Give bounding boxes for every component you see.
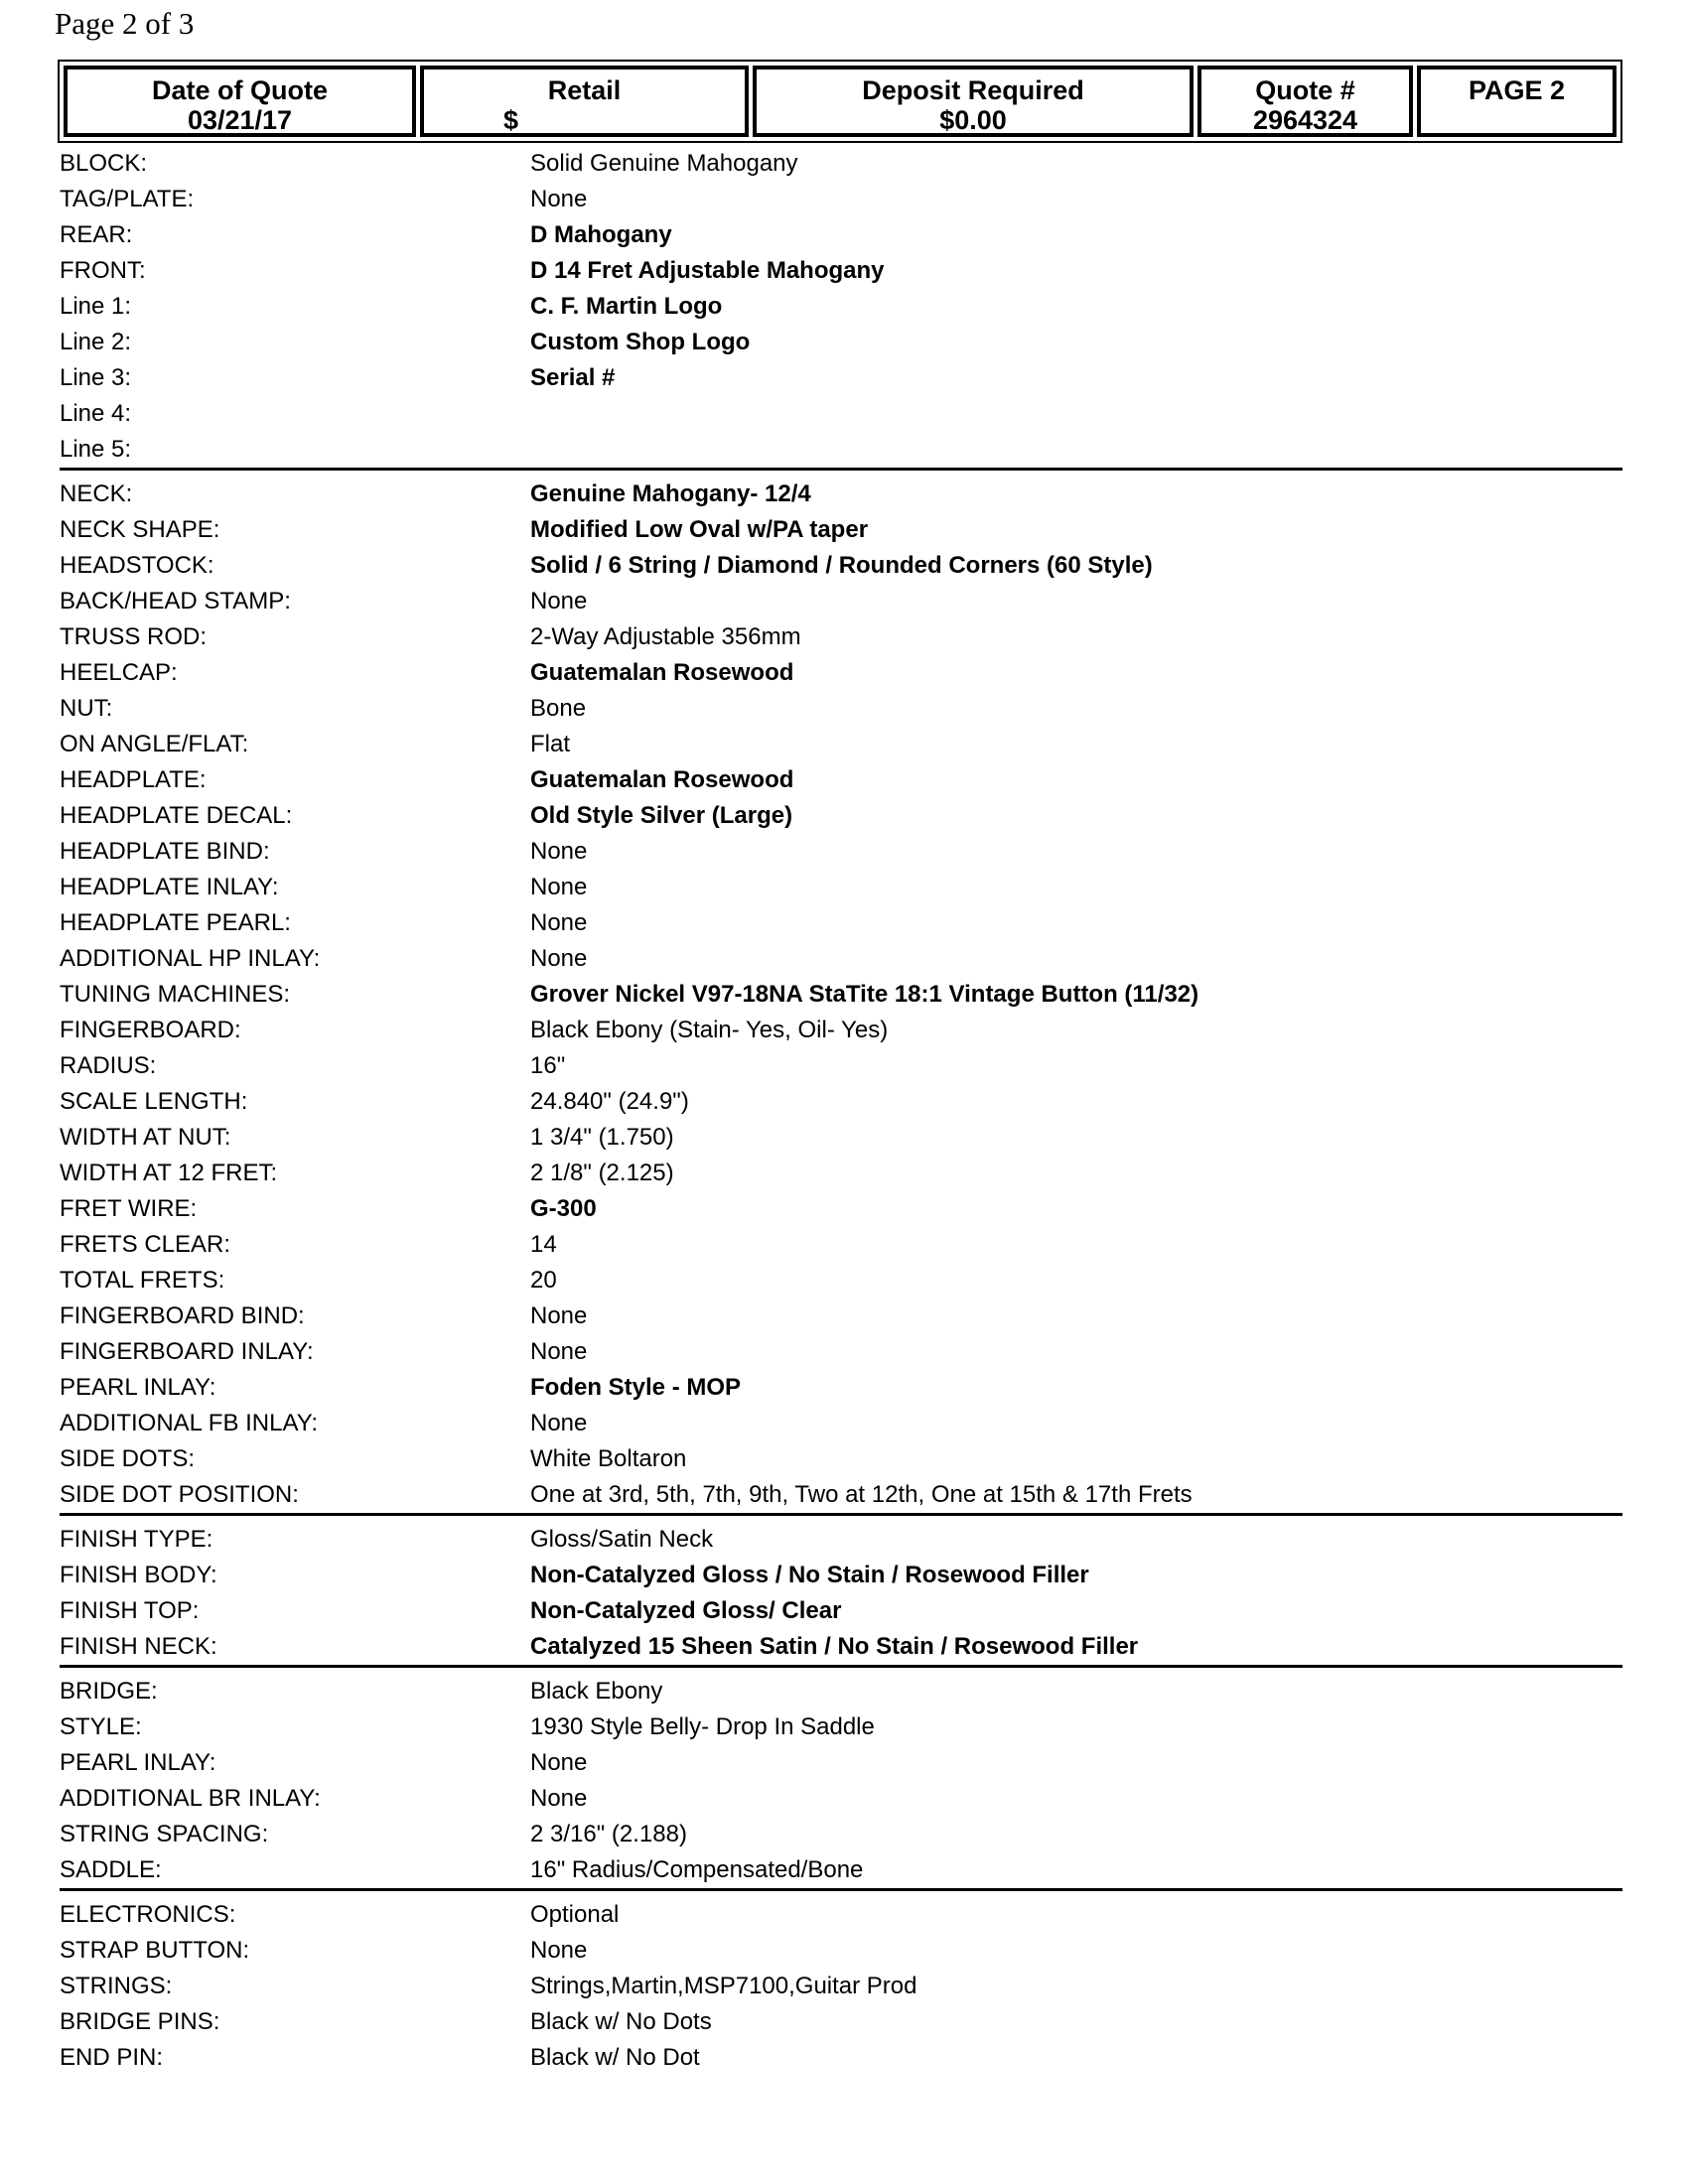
spec-value: None	[530, 838, 588, 865]
spec-row	[60, 1084, 1622, 1120]
spec-value: None	[530, 1302, 588, 1329]
spec-value: Black Ebony	[530, 1678, 663, 1705]
spec-row	[60, 1817, 1622, 1852]
spec-row	[60, 396, 1622, 432]
spec-value: None	[530, 186, 588, 212]
spec-value: Black Ebony (Stain- Yes, Oil- Yes)	[530, 1017, 889, 1043]
spec-label: TAG/PLATE:	[60, 186, 195, 212]
spec-value: Guatemalan Rosewood	[530, 766, 794, 793]
spec-row	[60, 834, 1622, 870]
spec-label: WIDTH AT 12 FRET:	[60, 1160, 278, 1186]
spec-row	[60, 619, 1622, 655]
spec-value: None	[530, 1937, 588, 1964]
spec-label: SIDE DOTS:	[60, 1445, 196, 1472]
spec-value: 2 3/16" (2.188)	[530, 1821, 687, 1847]
quote-number-value: 2964324	[1252, 105, 1358, 135]
spec-row	[60, 584, 1622, 619]
spec-value: Modified Low Oval w/PA taper	[530, 516, 869, 543]
spec-value: 20	[530, 1267, 557, 1294]
spec-value: 16" Radius/Compensated/Bone	[530, 1856, 864, 1883]
spec-row	[60, 2040, 1622, 2076]
spec-value: Black w/ No Dots	[530, 2008, 712, 2035]
spec-row	[60, 941, 1622, 977]
spec-row	[60, 1048, 1622, 1084]
spec-value: None	[530, 874, 588, 900]
spec-label: HEADPLATE PEARL:	[60, 909, 291, 936]
spec-row	[60, 727, 1622, 762]
spec-row	[60, 1629, 1622, 1665]
spec-value: Non-Catalyzed Gloss/ Clear	[530, 1597, 842, 1624]
page-number-label: Page 2 of 3	[55, 6, 195, 41]
spec-row	[60, 870, 1622, 905]
spec-label: FRET WIRE:	[60, 1195, 198, 1222]
spec-label: BACK/HEAD STAMP:	[60, 588, 291, 614]
spec-row	[60, 1120, 1622, 1156]
spec-label: STRAP BUTTON:	[60, 1937, 250, 1964]
spec-row	[60, 1406, 1622, 1441]
spec-label: BLOCK:	[60, 150, 148, 177]
spec-label: END PIN:	[60, 2044, 164, 2071]
spec-row	[60, 1477, 1622, 1513]
spec-row	[60, 1969, 1622, 2004]
spec-label: FINGERBOARD:	[60, 1017, 241, 1043]
spec-label: Line 1:	[60, 293, 132, 320]
spec-row	[60, 477, 1622, 512]
spec-row	[60, 217, 1622, 253]
spec-row	[60, 1298, 1622, 1334]
spec-value: 1 3/4" (1.750)	[530, 1124, 674, 1151]
spec-label: Line 2:	[60, 329, 132, 355]
spec-row	[60, 1897, 1622, 1933]
spec-value: Gloss/Satin Neck	[530, 1526, 714, 1553]
spec-label: NECK SHAPE:	[60, 516, 220, 543]
spec-row	[60, 798, 1622, 834]
spec-label: BRIDGE:	[60, 1678, 158, 1705]
spec-label: TRUSS ROD:	[60, 623, 208, 650]
spec-row	[60, 289, 1622, 325]
spec-label: ADDITIONAL FB INLAY:	[60, 1410, 319, 1436]
spec-label: FINISH TYPE:	[60, 1526, 213, 1553]
spec-value: Black w/ No Dot	[530, 2044, 700, 2071]
spec-value: None	[530, 945, 588, 972]
spec-label: NECK:	[60, 480, 133, 507]
spec-row	[60, 1674, 1622, 1709]
deposit-required-label: Deposit Required	[862, 75, 1084, 105]
spec-label: FINISH BODY:	[60, 1562, 217, 1588]
page-tag-cell	[1417, 66, 1617, 137]
spec-label: FINISH TOP:	[60, 1597, 200, 1624]
spec-label: Line 5:	[60, 436, 132, 463]
spec-value: None	[530, 588, 588, 614]
spec-label: PEARL INLAY:	[60, 1749, 216, 1776]
spec-value: Old Style Silver (Large)	[530, 802, 793, 829]
spec-label: ELECTRONICS:	[60, 1901, 236, 1928]
spec-row	[60, 1522, 1622, 1558]
spec-value: One at 3rd, 5th, 7th, 9th, Two at 12th, One at 15th & 17th Frets	[530, 1481, 1193, 1508]
spec-value: 24.840" (24.9")	[530, 1088, 689, 1115]
spec-label: Line 4:	[60, 400, 132, 427]
retail-label: Retail	[547, 75, 622, 105]
spec-label: REAR:	[60, 221, 133, 248]
spec-row	[60, 691, 1622, 727]
spec-value: Bone	[530, 695, 587, 722]
spec-section	[60, 471, 1622, 1516]
spec-value: None	[530, 1338, 588, 1365]
spec-label: TUNING MACHINES:	[60, 981, 291, 1008]
deposit-required-cell	[753, 66, 1194, 137]
spec-label: HEADPLATE BIND:	[60, 838, 270, 865]
spec-row	[60, 548, 1622, 584]
retail-value: $	[503, 105, 519, 135]
spec-row	[60, 182, 1622, 217]
spec-row	[60, 512, 1622, 548]
spec-value: 2 1/8" (2.125)	[530, 1160, 674, 1186]
spec-label: HEADSTOCK:	[60, 552, 214, 579]
spec-value: Genuine Mahogany- 12/4	[530, 480, 811, 507]
spec-value: D 14 Fret Adjustable Mahogany	[530, 257, 885, 284]
spec-label: FRETS CLEAR:	[60, 1231, 231, 1258]
spec-value: White Boltaron	[530, 1445, 687, 1472]
spec-label: HEADPLATE INLAY:	[60, 874, 279, 900]
spec-row	[60, 1781, 1622, 1817]
spec-row	[60, 360, 1622, 396]
spec-label: STYLE:	[60, 1713, 142, 1740]
spec-label: ADDITIONAL HP INLAY:	[60, 945, 321, 972]
date-of-quote-cell	[64, 66, 416, 137]
spec-value: None	[530, 1410, 588, 1436]
spec-value: 16"	[530, 1052, 566, 1079]
spec-value: Flat	[530, 731, 571, 757]
spec-value: None	[530, 1785, 588, 1812]
spec-value: Custom Shop Logo	[530, 329, 751, 355]
spec-label: HEADPLATE:	[60, 766, 207, 793]
spec-value: Catalyzed 15 Sheen Satin / No Stain / Rosewood Filler	[530, 1633, 1139, 1660]
spec-row	[60, 655, 1622, 691]
spec-row	[60, 253, 1622, 289]
spec-value: Grover Nickel V97-18NA StaTite 18:1 Vintage Button (11/32)	[530, 981, 1199, 1008]
spec-row	[60, 1745, 1622, 1781]
spec-row	[60, 977, 1622, 1013]
spec-row	[60, 1558, 1622, 1593]
spec-list	[60, 146, 1622, 2076]
date-of-quote-label: Date of Quote	[151, 75, 328, 105]
spec-row	[60, 146, 1622, 182]
spec-label: STRINGS:	[60, 1973, 173, 1999]
spec-section	[60, 1891, 1622, 2076]
spec-row	[60, 1933, 1622, 1969]
spec-value: Foden Style - MOP	[530, 1374, 742, 1401]
spec-label: FINGERBOARD INLAY:	[60, 1338, 314, 1365]
spec-section	[60, 1516, 1622, 1668]
date-of-quote-value: 03/21/17	[187, 105, 293, 135]
spec-value: 14	[530, 1231, 557, 1258]
spec-label: FINGERBOARD BIND:	[60, 1302, 305, 1329]
spec-row	[60, 1852, 1622, 1888]
spec-value: Strings,Martin,MSP7100,Guitar Prod	[530, 1973, 917, 1999]
spec-row	[60, 1227, 1622, 1263]
spec-label: BRIDGE PINS:	[60, 2008, 220, 2035]
spec-label: SADDLE:	[60, 1856, 162, 1883]
retail-cell	[420, 66, 749, 137]
spec-row	[60, 1709, 1622, 1745]
spec-row	[60, 1156, 1622, 1191]
spec-row	[60, 325, 1622, 360]
spec-value: Non-Catalyzed Gloss / No Stain / Rosewood Filler	[530, 1562, 1089, 1588]
spec-label: HEADPLATE DECAL:	[60, 802, 293, 829]
spec-value: None	[530, 1749, 588, 1776]
spec-value: D Mahogany	[530, 221, 672, 248]
spec-row	[60, 1370, 1622, 1406]
spec-value: 1930 Style Belly- Drop In Saddle	[530, 1713, 875, 1740]
spec-label: ON ANGLE/FLAT:	[60, 731, 249, 757]
spec-label: FRONT:	[60, 257, 146, 284]
spec-value: C. F. Martin Logo	[530, 293, 723, 320]
spec-label: FINISH NECK:	[60, 1633, 217, 1660]
spec-row	[60, 905, 1622, 941]
spec-value: Guatemalan Rosewood	[530, 659, 794, 686]
spec-label: ADDITIONAL BR INLAY:	[60, 1785, 321, 1812]
spec-row	[60, 432, 1622, 468]
spec-value: Serial #	[530, 364, 616, 391]
spec-label: PEARL INLAY:	[60, 1374, 216, 1401]
spec-section	[60, 146, 1622, 471]
spec-value: G-300	[530, 1195, 597, 1222]
spec-label: SCALE LENGTH:	[60, 1088, 248, 1115]
spec-row	[60, 1013, 1622, 1048]
spec-label: RADIUS:	[60, 1052, 157, 1079]
spec-row	[60, 1334, 1622, 1370]
spec-row	[60, 762, 1622, 798]
spec-label: HEELCAP:	[60, 659, 178, 686]
spec-label: Line 3:	[60, 364, 132, 391]
quote-header-table	[58, 60, 1622, 143]
spec-row	[60, 1593, 1622, 1629]
spec-value: Solid / 6 String / Diamond / Rounded Corners (60 Style)	[530, 552, 1153, 579]
spec-value: Solid Genuine Mahogany	[530, 150, 798, 177]
quote-number-cell	[1197, 66, 1413, 137]
spec-label: TOTAL FRETS:	[60, 1267, 225, 1294]
spec-value: None	[530, 909, 588, 936]
spec-row	[60, 2004, 1622, 2040]
spec-row	[60, 1191, 1622, 1227]
spec-label: WIDTH AT NUT:	[60, 1124, 231, 1151]
spec-value: Optional	[530, 1901, 620, 1928]
deposit-required-value: $0.00	[939, 105, 1007, 135]
page-tag: PAGE 2	[1468, 75, 1566, 105]
spec-row	[60, 1441, 1622, 1477]
spec-value: 2-Way Adjustable 356mm	[530, 623, 801, 650]
spec-label: SIDE DOT POSITION:	[60, 1481, 299, 1508]
spec-section	[60, 1668, 1622, 1891]
spec-label: STRING SPACING:	[60, 1821, 269, 1847]
quote-number-label: Quote #	[1255, 75, 1355, 105]
spec-label: NUT:	[60, 695, 113, 722]
spec-row	[60, 1263, 1622, 1298]
